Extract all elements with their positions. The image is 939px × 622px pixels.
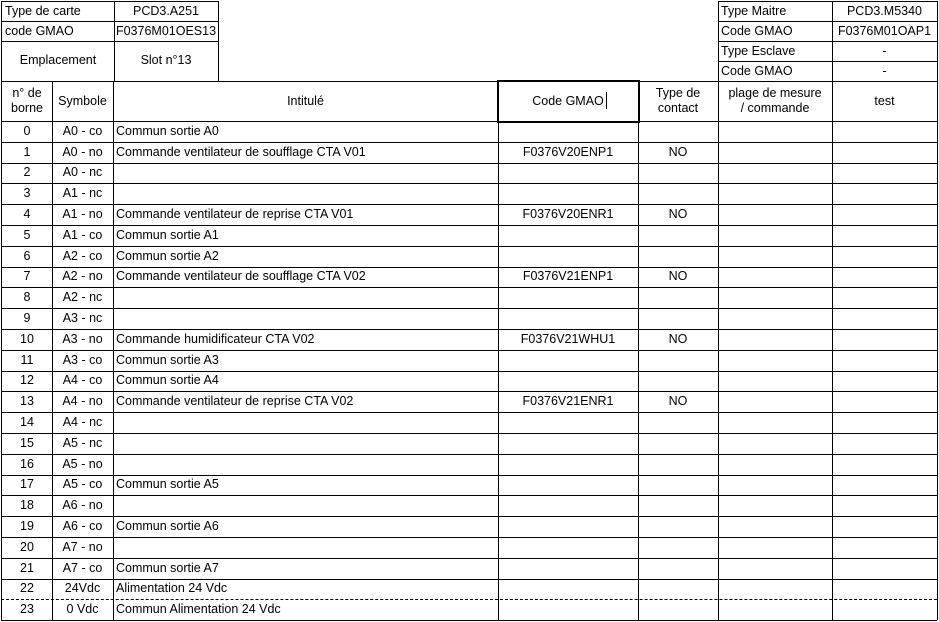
cell-intitule[interactable] bbox=[113, 308, 498, 329]
cell-symbole[interactable]: 0 Vdc bbox=[66, 602, 99, 617]
cell-intitule[interactable] bbox=[113, 163, 498, 184]
cell-plage[interactable] bbox=[718, 287, 832, 308]
cell-borne[interactable]: 8 bbox=[23, 290, 31, 305]
cell-code-gmao[interactable] bbox=[498, 350, 638, 371]
cell-symbole[interactable]: A7 - no bbox=[62, 539, 103, 554]
cell-symbole[interactable]: A5 - co bbox=[62, 477, 103, 492]
cell-code-gmao[interactable]: F0376V20ENP1 bbox=[522, 144, 614, 159]
cell-symbole[interactable]: A0 - co bbox=[62, 123, 103, 138]
cell-type-contact[interactable] bbox=[638, 599, 718, 620]
grid-hline bbox=[718, 1, 937, 2]
grid-hline bbox=[1, 412, 937, 413]
cell-symbole[interactable]: A7 - co bbox=[62, 560, 103, 575]
cell-plage[interactable] bbox=[718, 391, 832, 412]
cell-type-contact[interactable] bbox=[638, 225, 718, 246]
cell-type-contact[interactable] bbox=[638, 163, 718, 184]
cell-code-gmao[interactable] bbox=[498, 121, 638, 142]
grid-hline bbox=[1, 41, 218, 42]
cell-test[interactable] bbox=[832, 516, 937, 537]
header-test[interactable]: test bbox=[874, 93, 895, 108]
grid-hline bbox=[1, 21, 218, 22]
cell-intitule[interactable]: Commande ventilateur de soufflage CTA V02 bbox=[116, 269, 366, 284]
cell-code-gmao[interactable] bbox=[498, 454, 638, 475]
type-carte-value[interactable]: PCD3.A251 bbox=[132, 3, 199, 18]
cell-borne[interactable]: 3 bbox=[23, 186, 31, 201]
cell-intitule[interactable]: Commun sortie A7 bbox=[116, 560, 219, 575]
cell-test[interactable] bbox=[832, 287, 937, 308]
cell-type-contact[interactable]: NO bbox=[668, 207, 688, 222]
grid-hline bbox=[1, 225, 937, 226]
grid-hline bbox=[1, 163, 937, 164]
cell-code-gmao[interactable] bbox=[498, 516, 638, 537]
cell-type-contact[interactable] bbox=[638, 537, 718, 558]
grid-hline bbox=[1, 246, 937, 247]
cell-plage[interactable] bbox=[718, 163, 832, 184]
cell-type-contact[interactable]: NO bbox=[668, 331, 688, 346]
cell-borne[interactable]: 19 bbox=[20, 519, 34, 534]
cell-symbole[interactable]: A1 - co bbox=[62, 227, 103, 242]
cell-code-gmao[interactable] bbox=[498, 558, 638, 579]
grid-hline bbox=[718, 41, 937, 42]
cell-borne[interactable]: 16 bbox=[20, 456, 34, 471]
cell-borne[interactable]: 11 bbox=[20, 352, 34, 367]
cell-code-gmao[interactable] bbox=[498, 163, 638, 184]
cell-type-contact[interactable] bbox=[638, 121, 718, 142]
cell-symbole[interactable]: A0 - no bbox=[62, 144, 103, 159]
cell-symbole[interactable]: A2 - co bbox=[62, 248, 103, 263]
grid-hline bbox=[1, 475, 937, 476]
cell-test[interactable] bbox=[832, 350, 937, 371]
code-gmao-label[interactable]: code GMAO bbox=[5, 23, 74, 38]
header-borne-line1: n° de bbox=[12, 86, 42, 100]
text-cursor bbox=[606, 92, 607, 109]
cell-type-contact[interactable] bbox=[638, 246, 718, 267]
cell-code-gmao[interactable] bbox=[498, 599, 638, 620]
type-esclave-value[interactable]: - bbox=[882, 43, 887, 58]
cell-test[interactable] bbox=[832, 454, 937, 475]
cell-plage[interactable] bbox=[718, 579, 832, 600]
cell-test[interactable] bbox=[832, 225, 937, 246]
grid-hline bbox=[1, 121, 937, 122]
cell-plage[interactable] bbox=[718, 329, 832, 350]
cell-test[interactable] bbox=[832, 267, 937, 288]
cell-plage[interactable] bbox=[718, 495, 832, 516]
cell-type-contact[interactable]: NO bbox=[668, 394, 688, 409]
cell-type-contact[interactable]: NO bbox=[668, 144, 688, 159]
cell-borne[interactable]: 14 bbox=[20, 415, 34, 430]
cell-code-gmao[interactable] bbox=[498, 537, 638, 558]
cell-type-contact[interactable] bbox=[638, 183, 718, 204]
cell-symbole[interactable]: A1 - nc bbox=[62, 186, 103, 201]
cell-borne[interactable]: 10 bbox=[20, 331, 34, 346]
cell-plage[interactable] bbox=[718, 412, 832, 433]
cell-intitule[interactable] bbox=[113, 454, 498, 475]
cell-type-contact[interactable] bbox=[638, 371, 718, 392]
cell-plage[interactable] bbox=[718, 537, 832, 558]
cell-plage[interactable] bbox=[718, 246, 832, 267]
cell-symbole[interactable]: A4 - nc bbox=[62, 415, 103, 430]
cell-test[interactable] bbox=[832, 121, 937, 142]
cell-borne[interactable]: 5 bbox=[23, 227, 31, 242]
cell-symbole[interactable]: A6 - co bbox=[62, 519, 103, 534]
header-symbole[interactable]: Symbole bbox=[58, 93, 107, 108]
grid-hline bbox=[1, 371, 937, 372]
cell-plage[interactable] bbox=[718, 121, 832, 142]
grid-hline bbox=[1, 350, 937, 351]
emplacement-value[interactable]: Slot n°13 bbox=[140, 53, 192, 67]
cell-plage[interactable] bbox=[718, 183, 832, 204]
cell-borne[interactable]: 22 bbox=[20, 581, 34, 596]
cell-symbole[interactable]: A3 - no bbox=[62, 331, 103, 346]
cell-intitule[interactable] bbox=[113, 495, 498, 516]
cell-intitule[interactable]: Commun sortie A6 bbox=[116, 519, 219, 534]
cell-symbole[interactable]: A2 - nc bbox=[62, 290, 103, 305]
cell-borne[interactable]: 4 bbox=[23, 207, 31, 222]
cell-test[interactable] bbox=[832, 495, 937, 516]
cell-borne[interactable]: 2 bbox=[23, 165, 31, 180]
cell-borne[interactable]: 0 bbox=[23, 123, 31, 138]
grid-hline bbox=[1, 183, 937, 184]
cell-code-gmao[interactable] bbox=[498, 475, 638, 496]
cell-type-contact[interactable]: NO bbox=[668, 269, 688, 284]
cell-borne[interactable]: 18 bbox=[20, 498, 34, 513]
grid-vline bbox=[832, 1, 833, 620]
cell-symbole[interactable]: A0 - nc bbox=[62, 165, 103, 180]
grid-hline bbox=[1, 287, 937, 288]
cell-symbole[interactable]: A5 - no bbox=[62, 456, 103, 471]
cell-type-contact[interactable] bbox=[638, 516, 718, 537]
cell-test[interactable] bbox=[832, 308, 937, 329]
cell-type-contact[interactable] bbox=[638, 350, 718, 371]
cell-symbole[interactable]: A6 - no bbox=[62, 498, 103, 513]
grid-hline bbox=[1, 620, 937, 621]
cell-test[interactable] bbox=[832, 537, 937, 558]
cell-symbole[interactable]: A2 - no bbox=[62, 269, 103, 284]
cell-plage[interactable] bbox=[718, 558, 832, 579]
header-code-gmao[interactable]: Code GMAO bbox=[532, 93, 604, 108]
cell-code-gmao[interactable]: F0376V21ENR1 bbox=[522, 394, 614, 409]
cell-test[interactable] bbox=[832, 433, 937, 454]
code-gmao-master-value[interactable]: F0376M01OAP1 bbox=[837, 23, 932, 38]
cell-code-gmao[interactable]: F0376V21WHU1 bbox=[520, 331, 616, 346]
cell-symbole[interactable]: 24Vdc bbox=[64, 581, 101, 596]
cell-test[interactable] bbox=[832, 183, 937, 204]
cell-plage[interactable] bbox=[718, 599, 832, 620]
cell-plage[interactable] bbox=[718, 475, 832, 496]
grid-hline bbox=[1, 599, 937, 600]
grid-hline bbox=[1, 204, 937, 205]
cell-type-contact[interactable] bbox=[638, 433, 718, 454]
cell-plage[interactable] bbox=[718, 350, 832, 371]
cell-test[interactable] bbox=[832, 558, 937, 579]
cell-symbole[interactable]: A3 - nc bbox=[62, 311, 103, 326]
type-maitre-value[interactable]: PCD3.M5340 bbox=[846, 3, 923, 18]
cell-plage[interactable] bbox=[718, 371, 832, 392]
header-plage-line2: / commande bbox=[740, 101, 810, 115]
cell-plage[interactable] bbox=[718, 308, 832, 329]
cell-intitule[interactable]: Commun sortie A1 bbox=[116, 227, 219, 242]
cell-borne[interactable]: 13 bbox=[20, 394, 34, 409]
cell-test[interactable] bbox=[832, 412, 937, 433]
cell-type-contact[interactable] bbox=[638, 579, 718, 600]
cell-intitule[interactable]: Alimentation 24 Vdc bbox=[116, 581, 228, 596]
cell-intitule[interactable]: Commande ventilateur de soufflage CTA V01 bbox=[116, 144, 366, 159]
cell-code-gmao[interactable] bbox=[498, 308, 638, 329]
cell-borne[interactable]: 9 bbox=[23, 311, 31, 326]
cell-intitule[interactable]: Commun sortie A4 bbox=[116, 373, 219, 388]
cell-code-gmao[interactable] bbox=[498, 246, 638, 267]
cell-symbole[interactable]: A4 - co bbox=[62, 373, 103, 388]
type-maitre-label[interactable]: Type Maitre bbox=[721, 3, 787, 18]
cell-code-gmao[interactable] bbox=[498, 412, 638, 433]
emplacement-label[interactable]: Emplacement bbox=[19, 53, 97, 67]
grid-hline bbox=[1, 391, 937, 392]
cell-borne[interactable]: 6 bbox=[23, 248, 31, 263]
cell-code-gmao[interactable] bbox=[498, 287, 638, 308]
header-contact-line1: Type de bbox=[655, 86, 701, 100]
header-plage[interactable] bbox=[718, 81, 832, 121]
header-type-contact[interactable] bbox=[638, 81, 718, 121]
cell-intitule[interactable]: Commun sortie A5 bbox=[116, 477, 219, 492]
cell-test[interactable] bbox=[832, 329, 937, 350]
cell-intitule[interactable]: Commande ventilateur de reprise CTA V02 bbox=[116, 394, 354, 409]
cell-test[interactable] bbox=[832, 163, 937, 184]
cell-borne[interactable]: 23 bbox=[20, 602, 34, 617]
cell-type-contact[interactable] bbox=[638, 412, 718, 433]
cell-test[interactable] bbox=[832, 371, 937, 392]
cell-intitule[interactable]: Commande humidificateur CTA V02 bbox=[116, 331, 315, 346]
cell-intitule[interactable] bbox=[113, 537, 498, 558]
cell-plage[interactable] bbox=[718, 516, 832, 537]
cell-type-contact[interactable] bbox=[638, 558, 718, 579]
grid-hline bbox=[718, 21, 937, 22]
grid-hline bbox=[1, 308, 937, 309]
cell-code-gmao[interactable] bbox=[498, 495, 638, 516]
cell-type-contact[interactable] bbox=[638, 475, 718, 496]
cell-test[interactable] bbox=[832, 391, 937, 412]
code-gmao-slave-value[interactable]: - bbox=[882, 63, 887, 78]
header-plage-line1: plage de mesure bbox=[728, 86, 822, 100]
cell-type-contact[interactable] bbox=[638, 454, 718, 475]
type-carte-label[interactable]: Type de carte bbox=[5, 3, 81, 18]
grid-vline bbox=[218, 1, 219, 81]
cell-test[interactable] bbox=[832, 579, 937, 600]
cell-intitule[interactable] bbox=[113, 433, 498, 454]
cell-test[interactable] bbox=[832, 475, 937, 496]
cell-borne[interactable]: 12 bbox=[20, 373, 34, 388]
cell-borne[interactable]: 15 bbox=[20, 435, 34, 450]
cell-plage[interactable] bbox=[718, 433, 832, 454]
header-borne[interactable] bbox=[2, 81, 52, 121]
cell-code-gmao[interactable]: F0376V21ENP1 bbox=[522, 269, 614, 284]
type-esclave-label[interactable]: Type Esclave bbox=[721, 43, 796, 58]
cell-intitule[interactable] bbox=[113, 183, 498, 204]
cell-type-contact[interactable] bbox=[638, 308, 718, 329]
cell-intitule[interactable] bbox=[113, 287, 498, 308]
cell-symbole[interactable]: A4 - no bbox=[62, 394, 103, 409]
grid-vline bbox=[718, 1, 719, 620]
code-gmao-slave-label[interactable]: Code GMAO bbox=[721, 63, 793, 78]
grid-vline bbox=[114, 1, 115, 81]
code-gmao-value[interactable]: F0376M01OES13 bbox=[115, 23, 217, 38]
cell-intitule[interactable]: Commun sortie A0 bbox=[116, 123, 219, 138]
cell-plage[interactable] bbox=[718, 204, 832, 225]
cell-symbole[interactable]: A3 - co bbox=[62, 352, 103, 367]
grid-hline bbox=[1, 433, 937, 434]
grid-hline bbox=[1, 267, 937, 268]
cell-type-contact[interactable] bbox=[638, 287, 718, 308]
grid-hline bbox=[1, 495, 937, 496]
cell-test[interactable] bbox=[832, 599, 937, 620]
code-gmao-master-label[interactable]: Code GMAO bbox=[721, 23, 793, 38]
cell-symbole[interactable]: A5 - nc bbox=[62, 435, 103, 450]
header-contact-line2: contact bbox=[657, 101, 699, 115]
grid-hline bbox=[1, 537, 937, 538]
grid-hline bbox=[1, 1, 218, 2]
grid-hline bbox=[1, 579, 937, 580]
cell-type-contact[interactable] bbox=[638, 495, 718, 516]
grid-hline bbox=[718, 61, 937, 62]
cell-symbole[interactable]: A1 - no bbox=[62, 207, 103, 222]
grid-hline bbox=[1, 329, 937, 330]
grid-vline bbox=[1, 1, 2, 620]
cell-code-gmao[interactable] bbox=[498, 433, 638, 454]
cell-intitule[interactable]: Commun Alimentation 24 Vdc bbox=[116, 602, 281, 617]
cell-borne[interactable]: 20 bbox=[20, 539, 34, 554]
cell-borne[interactable]: 1 bbox=[23, 144, 31, 159]
cell-intitule[interactable] bbox=[113, 412, 498, 433]
cell-borne[interactable]: 17 bbox=[20, 477, 34, 492]
cell-test[interactable] bbox=[832, 246, 937, 267]
cell-test[interactable] bbox=[832, 142, 937, 163]
cell-code-gmao[interactable]: F0376V20ENR1 bbox=[522, 207, 614, 222]
active-cell-outline[interactable] bbox=[497, 80, 640, 123]
cell-plage[interactable] bbox=[718, 454, 832, 475]
cell-borne[interactable]: 7 bbox=[23, 269, 31, 284]
cell-intitule[interactable]: Commun sortie A3 bbox=[116, 352, 219, 367]
cell-plage[interactable] bbox=[718, 142, 832, 163]
grid-hline bbox=[1, 81, 937, 82]
header-intitule[interactable]: Intitulé bbox=[287, 93, 324, 108]
cell-test[interactable] bbox=[832, 204, 937, 225]
cell-borne[interactable]: 21 bbox=[20, 560, 34, 575]
grid-hline bbox=[1, 454, 937, 455]
cell-code-gmao[interactable] bbox=[498, 579, 638, 600]
cell-code-gmao[interactable] bbox=[498, 371, 638, 392]
cell-plage[interactable] bbox=[718, 267, 832, 288]
cell-plage[interactable] bbox=[718, 225, 832, 246]
cell-code-gmao[interactable] bbox=[498, 225, 638, 246]
cell-intitule[interactable]: Commande ventilateur de reprise CTA V01 bbox=[116, 207, 354, 222]
cell-intitule[interactable]: Commun sortie A2 bbox=[116, 248, 219, 263]
header-borne-line2: borne bbox=[11, 101, 43, 115]
grid-hline bbox=[1, 516, 937, 517]
cell-code-gmao[interactable] bbox=[498, 183, 638, 204]
grid-vline bbox=[937, 1, 938, 620]
grid-hline bbox=[1, 558, 937, 559]
grid-hline bbox=[1, 142, 937, 143]
